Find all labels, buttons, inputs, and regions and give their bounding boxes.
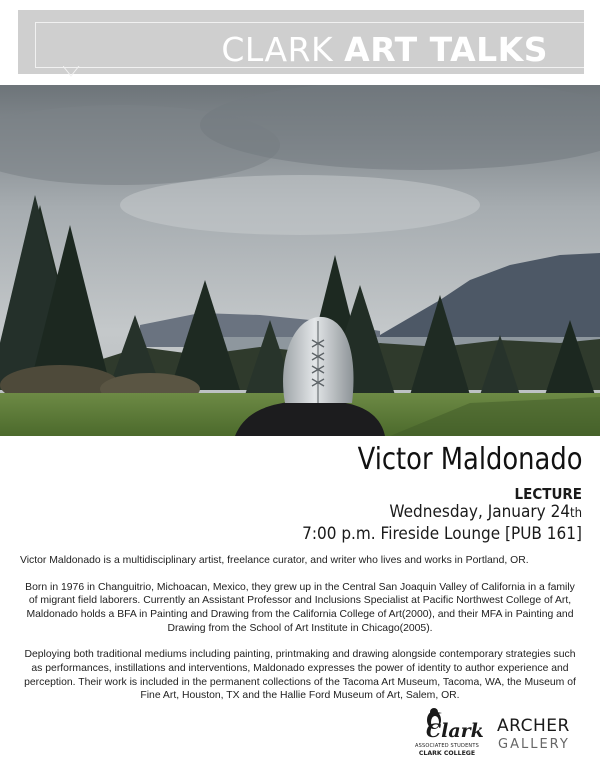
banner-title-bold: ART TALKS	[344, 30, 548, 69]
clark-college-logo	[414, 706, 484, 768]
artist-bio	[20, 554, 580, 716]
artist-name: Victor Maldonado	[357, 442, 582, 477]
archer-gallery-logo	[497, 712, 581, 762]
bio-paragraph-2: Born in 1976 in Changuitrio, Michoacan, Mexico, they grew up in the Central San Joaquin Valley of California in a family of migrant field laborers. Currently an Assistant Professor and Inclusions Specialist at Pacific Northwest College of Art, Maldonado holds a BFA in Painting and Drawing from the California College of Art(2000), and their MFA in Painting and Drawing from the School of Art Institute in Chicago(2005).	[25, 581, 575, 634]
header-banner	[18, 10, 584, 74]
banner-title-light: CLARK	[221, 30, 334, 69]
event-date-text: Wednesday, January 24	[389, 502, 570, 522]
bio-paragraph-3: Deploying both traditional mediums including painting, printmaking and drawing alongside contemporary strategies such as performances, instillations and interventions, Maldonado expresses the power of identity to author experience and perception. Their work is included in the permanent collections of the Tacoma Art Museum, Tacoma, WA, the Museum of Fine Art, Houston, TX and the Hallie Ford Museum of Art, Salem, OR.	[24, 649, 576, 702]
landscape-photo	[0, 85, 600, 436]
event-date	[389, 502, 582, 522]
clark-logo-subtitle: ASSOCIATED STUDENTS	[414, 743, 480, 749]
event-date-suffix: th	[569, 506, 582, 521]
event-time-place: 7:00 p.m. Fireside Lounge [PUB 161]	[302, 524, 582, 544]
event-type: LECTURE	[514, 485, 582, 503]
gallery-word: GALLERY	[498, 737, 570, 752]
archer-word: ARCHER	[497, 716, 570, 736]
clark-logo-college: CLARK COLLEGE	[418, 750, 476, 757]
clark-logo-word: Clark	[426, 720, 484, 742]
banner-title	[221, 30, 548, 69]
bio-paragraph-1: Victor Maldonado is a multidisciplinary artist, freelance curator, and writer who lives and works in Portland, OR.	[20, 555, 529, 566]
